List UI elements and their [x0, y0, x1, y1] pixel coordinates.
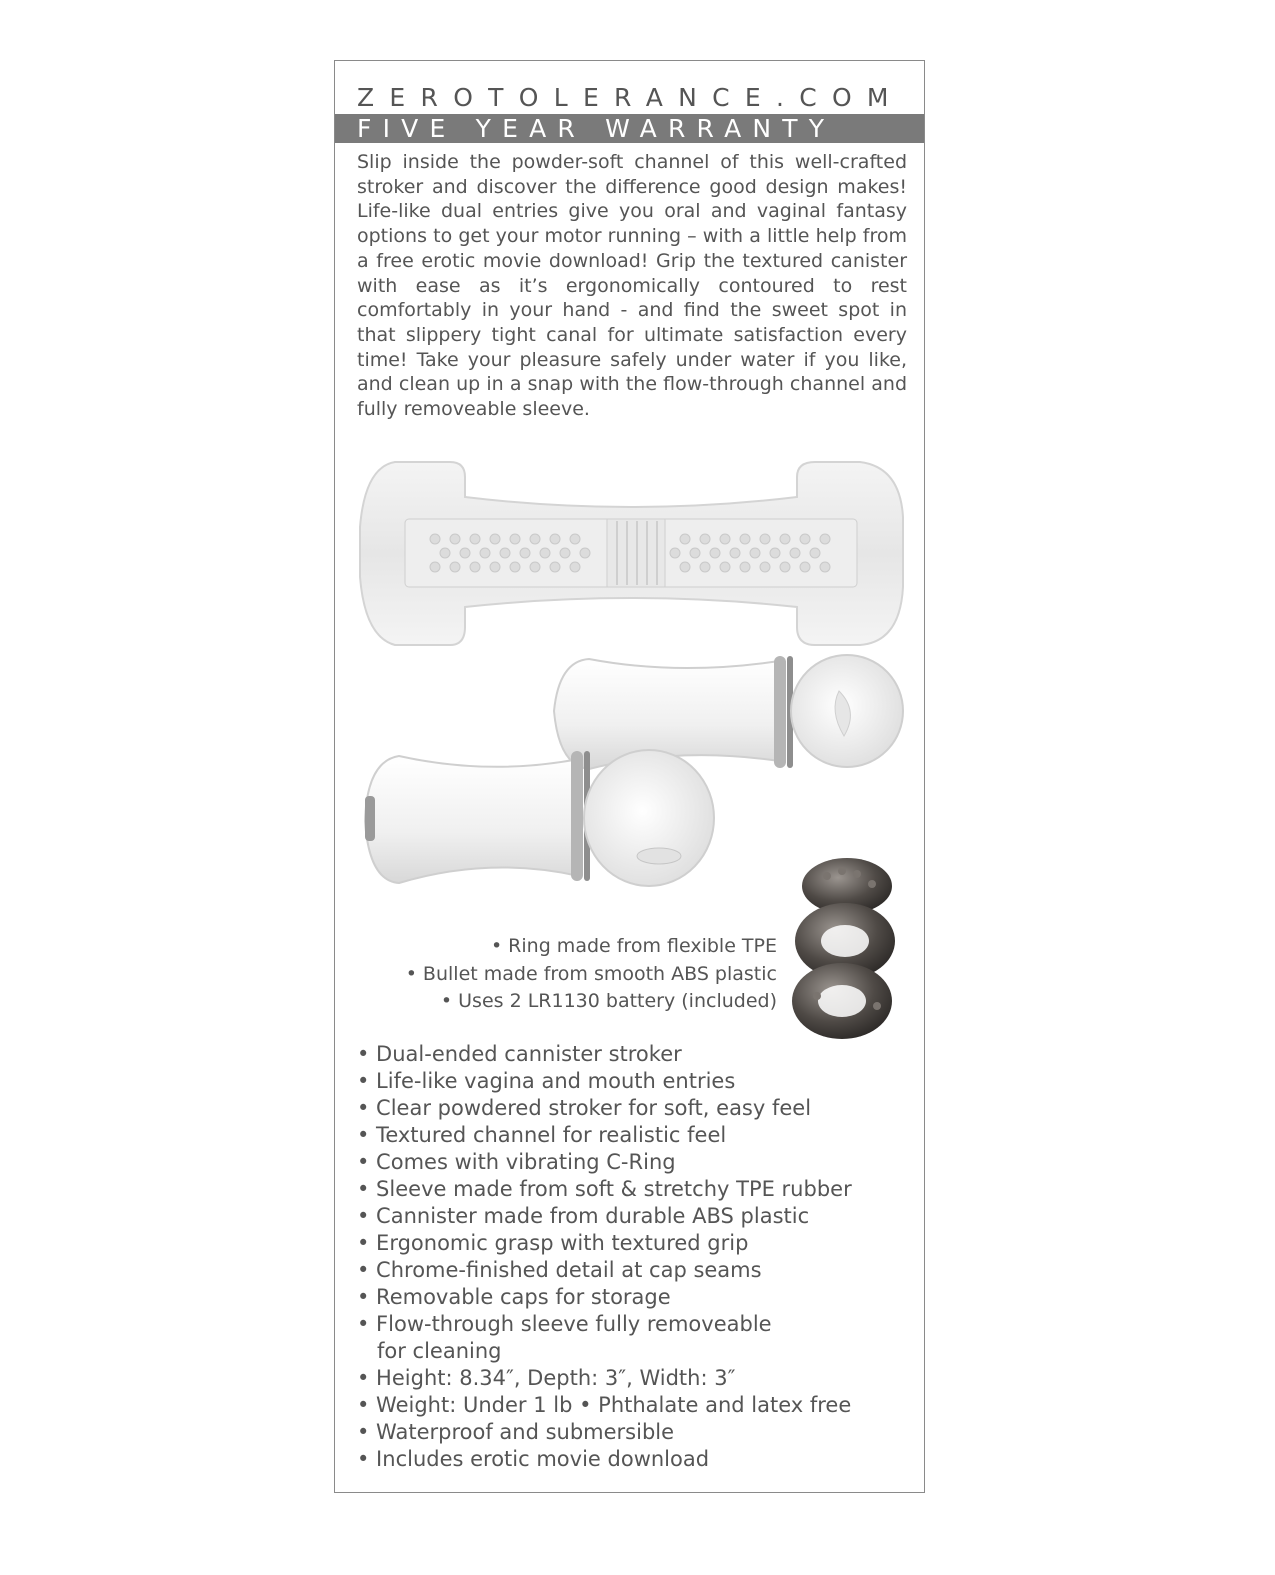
- list-item: • Dual-ended cannister stroker: [357, 1042, 682, 1066]
- list-item: • Includes erotic movie download: [357, 1447, 710, 1471]
- list-item: • Textured channel for realistic feel: [357, 1123, 727, 1147]
- list-item: • Chrome-finished detail at cap seams: [357, 1258, 762, 1282]
- warranty-banner: [335, 114, 924, 143]
- list-item: • Height: 8.34″, Depth: 3″, Width: 3″: [357, 1366, 736, 1390]
- package-panel: [334, 60, 925, 1493]
- vibrating-c-ring-image: [787, 856, 897, 1041]
- list-item: • Weight: Under 1 lb • Phthalate and latex free: [357, 1393, 852, 1417]
- list-item: • Flow-through sleeve fully removeable: [357, 1312, 772, 1336]
- list-item: • Clear powdered stroker for soft, easy feel: [357, 1096, 812, 1120]
- list-item: • Comes with vibrating C-Ring: [357, 1150, 676, 1174]
- list-item: • Bullet made from smooth ABS plastic: [405, 962, 777, 985]
- list-item: • Ring made from flexible TPE: [490, 935, 777, 957]
- warranty-text: FIVE YEAR WARRANTY: [357, 114, 836, 143]
- list-item-continuation: for cleaning: [377, 1339, 502, 1363]
- website-url: ZEROTOLERANCE.COM: [357, 83, 904, 112]
- product-description: Slip inside the powder-soft channel of this well-crafted stroker and discover the difference good design makes! Life-like dual entries give you oral and vaginal fantasy options to get your motor running – with a little help from a free erotic movie download! Grip the textured canister with ease as it’s ergonomically contoured to rest comfortably in your hand - and find the sweet spot in that slippery tight canal for ultimate satisfaction every time! Take your pleasure safely under water if you like, and clean up in a snap with the flow-through channel and fully removeable sleeve.: [357, 151, 907, 421]
- list-item: • Ergonomic grasp with textured grip: [357, 1231, 749, 1255]
- product-features-list: [357, 1041, 917, 1473]
- list-item: • Sleeve made from soft & stretchy TPE rubber: [357, 1177, 852, 1201]
- list-item: • Life-like vagina and mouth entries: [357, 1069, 736, 1093]
- list-item: • Cannister made from durable ABS plastic: [357, 1204, 810, 1228]
- list-item: • Removable caps for storage: [357, 1285, 671, 1309]
- list-item: • Waterproof and submersible: [357, 1420, 675, 1444]
- ring-features-list: [335, 933, 777, 1016]
- list-item: • Uses 2 LR1130 battery (included): [440, 990, 777, 1012]
- sleeve-cross-section-image: [355, 457, 907, 647]
